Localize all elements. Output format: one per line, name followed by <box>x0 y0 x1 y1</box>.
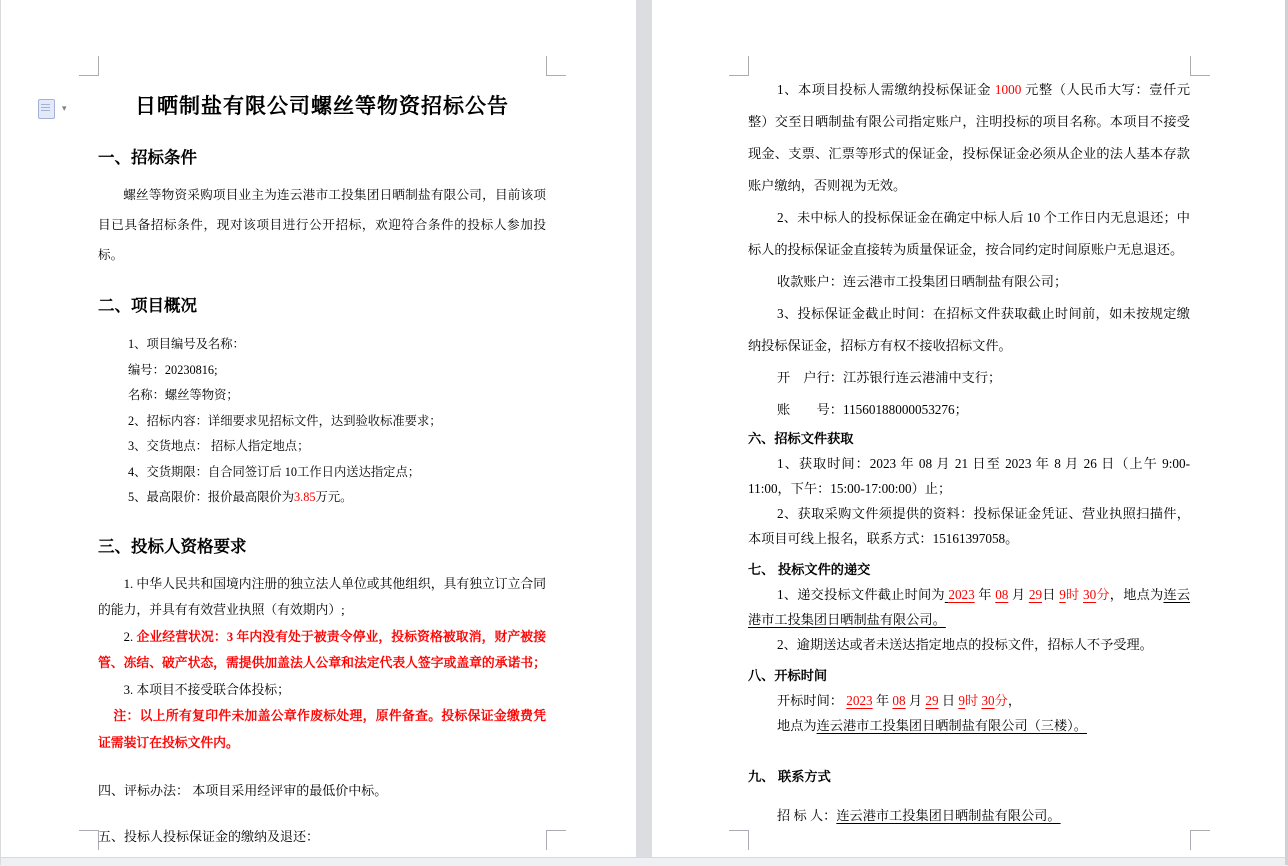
page-gap-divider <box>636 0 652 857</box>
crop-mark <box>79 56 99 76</box>
year-unit: 年 <box>974 587 996 602</box>
clipboard-paste-icon <box>38 99 55 119</box>
crop-mark <box>546 830 566 850</box>
deadline-month: 08 <box>995 587 1009 602</box>
hour-unit: 时 <box>1065 587 1083 602</box>
deposit-amount: 1000 <box>994 82 1022 97</box>
deadline-text: ，地点为 <box>1109 587 1164 602</box>
section-1-heading: 一、招标条件 <box>98 149 197 167</box>
opening-place: 连云港市工投集团日晒制盐有限公司（三楼）。 <box>816 718 1087 733</box>
section-5-line: 五、投标人投标保证金的缴纳及退还： <box>98 829 320 844</box>
year-unit: 年 <box>872 693 893 708</box>
max-price-unit: 万元。 <box>315 490 353 504</box>
list-item: 2、招标内容：详细要求见招标文件，达到验收标准要求； <box>128 413 442 428</box>
sections-6-to-9 <box>748 426 1190 828</box>
tenderer-label: 招 标 人： <box>777 808 837 823</box>
deposit-paragraph-1 <box>748 74 1190 202</box>
crop-mark <box>1190 830 1210 850</box>
section-3-body <box>98 571 546 757</box>
bid-opening-place-line <box>748 713 1190 738</box>
account-label: 账 号： <box>777 402 843 417</box>
tenderer-line <box>748 803 1190 828</box>
copies-note-warning: 注：以上所有复印件未加盖公章作废标处理，原件备查。投标保证金缴费凭证需装订在投标文件内。 <box>98 709 546 750</box>
deposit-text: 1、本项目投标人需缴纳投标保证金 <box>777 82 995 97</box>
obtain-time-paragraph: 1、获取时间：2023 年 08 月 21 日至 2023 年 8 月 26 日（上午 9:00-11:00，下午：15:00-17:00:00）止； <box>748 456 1190 496</box>
section-1-paragraph: 螺丝等物资采购项目业主为连云港市工投集团日晒制盐有限公司，目前该项目已具备招标条件，现对该项目进行公开招标，欢迎符合条件的投标人参加投标。 <box>98 188 546 262</box>
section-2-items <box>128 332 546 511</box>
opening-time-label: 开标时间： <box>777 693 847 708</box>
list-item: 4、交货期限：自合同签订后 10工作日内送达指定点； <box>128 464 421 479</box>
paste-options-button[interactable] <box>38 96 94 122</box>
business-status-warning: 企业经营状况：3 年内没有处于被责令停业，投标资格被取消，财产被接管、冻结、破产状态，需提供加盖法人公章和法定代表人签字或盖章的承诺书； <box>98 629 546 670</box>
month-unit: 月 <box>1008 587 1029 602</box>
section-4-line: 四、评标办法： 本项目采用经评审的最低价中标。 <box>98 783 388 798</box>
qualification-item-1: 1. 中华人民共和国境内注册的独立法人单位或其他组织，具有独立订立合同的能力，并具有有效营业执照（有效期内）; <box>98 576 546 617</box>
max-price-text: 5、最高限价：报价最高限价为 <box>128 490 295 504</box>
month-unit: 月 <box>905 693 926 708</box>
section-6-heading: 六、招标文件获取 <box>748 431 854 446</box>
opening-minute: 30 <box>981 693 995 708</box>
minute-unit: 分 <box>1096 587 1110 602</box>
opening-time-tail: ， <box>1007 693 1021 708</box>
deposit-deadline-paragraph: 3、投标保证金截止时间：在招标文件获取截止时间前，如未按规定缴纳投标保证金，招标方有权不接收招标文件。 <box>748 306 1190 353</box>
late-submission-paragraph: 2、逾期送达或者未送达指定地点的投标文件，招标人不予受理。 <box>777 637 1153 652</box>
opening-hour: 9 <box>958 693 965 708</box>
section-3-heading: 三、投标人资格要求 <box>98 537 247 556</box>
list-item: 1、项目编号及名称： <box>128 337 245 351</box>
opening-place-label: 地点为 <box>777 718 817 733</box>
list-item: 3、交货地点： 招标人指定地点； <box>128 439 310 453</box>
list-item: 编号：20230816; <box>128 362 218 377</box>
submission-deadline-paragraph <box>748 582 1190 632</box>
crop-mark <box>729 830 749 850</box>
crop-mark <box>1190 56 1210 76</box>
account-number-line <box>748 394 1190 426</box>
section-8-heading: 八、开标时间 <box>748 668 828 683</box>
deposit-paragraph-2: 2、未中标人的投标保证金在确定中标人后 10 个工作日内无息退还；中标人的投标保证金直接转为质量保证金，按合同约定时间原账户无息退还。 <box>748 210 1190 257</box>
opening-year: 2023 <box>846 693 873 708</box>
crop-mark <box>79 830 99 850</box>
page-1 <box>98 80 546 850</box>
tenderer-name: 连云港市工投集团日晒制盐有限公司。 <box>836 808 1061 823</box>
account-number: 11560188000053276； <box>842 402 968 417</box>
qualification-item-3: 3. 本项目不接受联合体投标； <box>123 682 290 697</box>
deposit-text: 元整（人民币大写：壹仟元整）交至日晒制盐有限公司指定账户，注明投标的项目名称。本项目不接受现金、支票、汇票等形式的保证金，投标保证金必须从企业的法人基本存款账户缴纳，否则视为无效。 <box>748 82 1191 193</box>
payee-account-line: 收款账户：连云港市工投集团日晒制盐有限公司； <box>777 274 1068 289</box>
deadline-text: 1、递交投标文件截止时间为 <box>777 587 945 602</box>
max-price-value: 3.85 <box>294 490 316 504</box>
submission-place: 连云港市工投集团日晒制盐有限公司。 <box>748 587 1191 627</box>
canvas-left-edge <box>0 0 1 865</box>
qualification-item-2 <box>98 624 546 677</box>
bid-opening-time-line <box>748 688 1190 713</box>
section-9-heading: 九、 联系方式 <box>748 769 831 784</box>
section-2-heading: 二、项目概况 <box>98 297 197 315</box>
section-5-continued <box>748 74 1190 426</box>
list-item-max-price <box>128 485 546 511</box>
deadline-year: 2023 <box>948 587 975 602</box>
bank-line: 开 户行：江苏银行连云港浦中支行； <box>777 370 1002 385</box>
crop-mark <box>729 56 749 76</box>
dropdown-caret-icon[interactable]: ▾ <box>62 104 67 114</box>
minute-unit: 分 <box>994 693 1008 708</box>
hour-unit: 时 <box>964 693 982 708</box>
document-title: 日晒制盐有限公司螺丝等物资招标公告 <box>135 95 509 118</box>
deadline-day: 29 <box>1028 587 1043 602</box>
crop-mark <box>546 56 566 76</box>
opening-month: 08 <box>892 693 906 708</box>
day-unit: 日 <box>938 693 959 708</box>
day-unit: 日 <box>1042 587 1060 602</box>
list-item: 名称：螺丝等物资； <box>128 388 239 402</box>
deadline-hour: 9 <box>1059 587 1066 602</box>
item-number: 2. <box>123 629 137 644</box>
page-2 <box>748 74 1190 828</box>
deadline-minute: 30 <box>1082 587 1097 602</box>
obtain-materials-paragraph: 2、获取采购文件须提供的资料：投标保证金凭证、营业执照扫描件，本项目可线上报名，联系方式：15161397058。 <box>748 506 1190 546</box>
opening-day: 29 <box>925 693 939 708</box>
section-7-heading: 七、 投标文件的递交 <box>748 562 871 577</box>
